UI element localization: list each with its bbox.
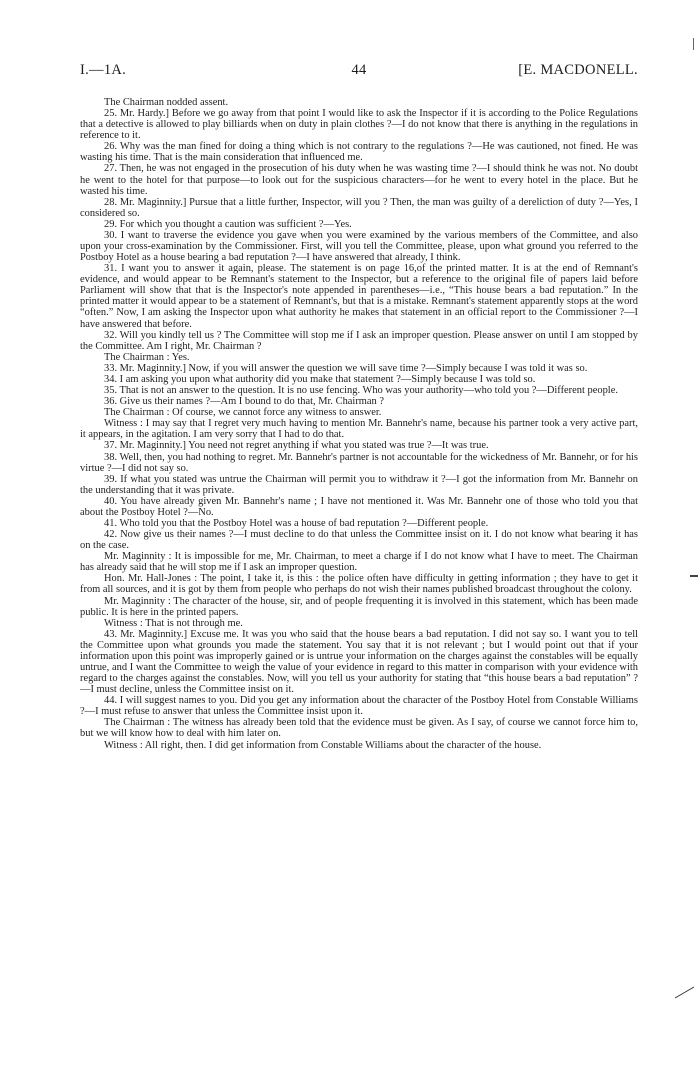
paragraph: 38. Well, then, you had nothing to regret. Mr. Bannehr's partner is not accountable for the wickedness of Mr. Bannehr, or for his virtue ?—I did not say so. bbox=[80, 451, 638, 474]
paragraph: Witness : All right, then. I did get information from Constable Williams about the character of the house. bbox=[104, 739, 542, 751]
paragraph: The Chairman nodded assent. bbox=[104, 97, 229, 108]
paragraph: Mr. Maginnity : The character of the house, sir, and of people frequenting it is involved in this statement, which has been made public. It is here in the printed papers. bbox=[80, 595, 638, 618]
paragraph: 37. Mr. Maginnity.] You need not regret anything if what you stated was true ?—It was true. bbox=[104, 440, 489, 452]
paragraph: 40. You have already given Mr. Bannehr's name ; I have not mentioned it. Was Mr. Bannehr one of those who told you that about the Postboy Hotel ?—No. bbox=[80, 495, 638, 518]
paragraph: 35. That is not an answer to the question. It is no use fencing. Who was your authority—who told you ?—Different people. bbox=[104, 385, 618, 397]
paragraph: 32. Will you kindly tell us ? The Committee will stop me if I ask an improper question. Please answer on until I am stopped by the Committee. Am I right, Mr. Chairman ? bbox=[80, 329, 638, 352]
paragraph: Hon. Mr. Hall-Jones : The point, I take it, is this : the police often have difficulty in getting information ; they have to get it from all sources, and it is got by them from people who perhaps do not wish their names published broadcast throughout the colony. bbox=[80, 573, 638, 596]
paragraph: 43. Mr. Maginnity.] Excuse me. It was you who said that the house bears a bad reputation. I did not say so. I want you to tell the Committee upon what grounds you made the statement. You say that it is not relevant ; but I would point out that if your information upon this point was improperly gained or is untrue your information on the charges against the constables will be equally untrue, and I want the Committee to weigh the value of your evidence in regard to this matter in comparison with your evidence with regard to the charges against the constables. Now, will you tell us your authority for stating that “this house bears a bad reputation” ?—I must decline, unless the Committee insist on it. bbox=[80, 628, 638, 696]
paragraph: Mr. Maginnity : It is impossible for me, Mr. Chairman, to meet a charge if I do not know what I have to meet. The Chairman has already said that he will stop me if I ask an improper question. bbox=[80, 551, 638, 574]
paragraph: Witness : That is not through me. bbox=[104, 617, 243, 629]
margin-mark bbox=[693, 38, 694, 50]
paragraph: 31. I want you to answer it again, please. The statement is on page 16,of the printed matter. It is at the end of Remnant's evidence, and would appear to be Remnant's statement to the Inspector, but a reference to the original file of papers laid before Parliament will show that that is the Inspector's note appended in parentheses—i.e., “This house bears a bad reputation.” In the printed matter it would appear to be a statement of Remnant's, but that is a mistake. Remnant's statement apparently stops at the word “often.” Now, I am asking the Inspector upon what authority he makes that statement in an official report to the Commissioner ?—I have answered that before. bbox=[80, 263, 638, 330]
paragraph: 41. Who told you that the Postboy Hotel was a house of bad reputation ?—Different people. bbox=[104, 517, 489, 529]
page-header bbox=[80, 62, 638, 82]
header-witness: [E. MACDONELL. bbox=[518, 62, 638, 78]
paragraph: Witness : I may say that I regret very much having to mention Mr. Bannehr's name, because his partner took a very active part, it appears, in the agitation. I am very sorry that I had to do that. bbox=[80, 418, 638, 441]
pen-mark-icon bbox=[674, 985, 696, 999]
paragraph: 30. I want to traverse the evidence you gave when you were examined by the various members of the Committee, and also upon your cross-examination by the Commissioner. First, will you tell the Committee, please, upon what ground you referred to the Postboy Hotel as a house bearing a bad reputation ?—I have answered that already, I think. bbox=[80, 229, 638, 264]
paragraph: 36. Give us their names ?—Am I bound to do that, Mr. Chairman ? bbox=[104, 396, 385, 408]
paragraph: 42. Now give us their names ?—I must decline to do that unless the Committee insist on it. I do not know what bearing it has on the case. bbox=[80, 529, 638, 552]
transcript-body bbox=[80, 97, 638, 751]
paragraph: 28. Mr. Maginnity.] Pursue that a little further, Inspector, will you ? Then, the man was guilty of a dereliction of duty ?—Yes, I considered so. bbox=[80, 196, 638, 219]
paragraph: The Chairman : Yes. bbox=[104, 351, 190, 363]
paragraph: 25. Mr. Hardy.] Before we go away from that point I would like to ask the Inspector if it is according to the Police Regulations that a detective is allowed to play billiards when on duty in plain clothes ?—I do not know that there is anything in the regulations in reference to it. bbox=[80, 108, 638, 142]
paragraph: 44. I will suggest names to you. Did you get any information about the character of the Postboy Hotel from Constable Williams ?—I must refuse to answer that unless the Committee insist upon it. bbox=[80, 695, 638, 718]
paragraph: The Chairman : The witness has already been told that the evidence must be given. As I say, of course we cannot force him to, but we will know how to deal with him later on. bbox=[80, 717, 638, 740]
paragraph: 33. Mr. Maginnity.] Now, if you will answer the question we will save time ?—Simply because I was told it was so. bbox=[104, 362, 588, 374]
paragraph: 29. For which you thought a caution was sufficient ?—Yes. bbox=[104, 218, 352, 230]
paragraph: 27. Then, he was not engaged in the prosecution of his duty when he was wasting time ?—I should think he was not. No doubt he went to the hotel for that purpose—to look out for the suspicious characters—for he went to every hotel in the place. But he wasted his time. bbox=[80, 163, 638, 197]
page-number: 44 bbox=[351, 62, 367, 78]
paragraph: The Chairman : Of course, we cannot force any witness to answer. bbox=[104, 407, 382, 419]
paragraph: 26. Why was the man fined for doing a thing which is not contrary to the regulations ?—He was cautioned, not fined. He was wasting his time. That is the main consideration that influenced me. bbox=[80, 141, 638, 164]
paragraph: 39. If what you stated was untrue the Chairman will permit you to withdraw it ?—I got the information from Mr. Bannehr on the understanding that it was private. bbox=[80, 473, 638, 496]
margin-dash bbox=[690, 575, 698, 577]
paragraph: 34. I am asking you upon what authority did you make that statement ?—Simply because I was told so. bbox=[104, 373, 536, 385]
header-reference: I.—1A. bbox=[80, 62, 127, 78]
